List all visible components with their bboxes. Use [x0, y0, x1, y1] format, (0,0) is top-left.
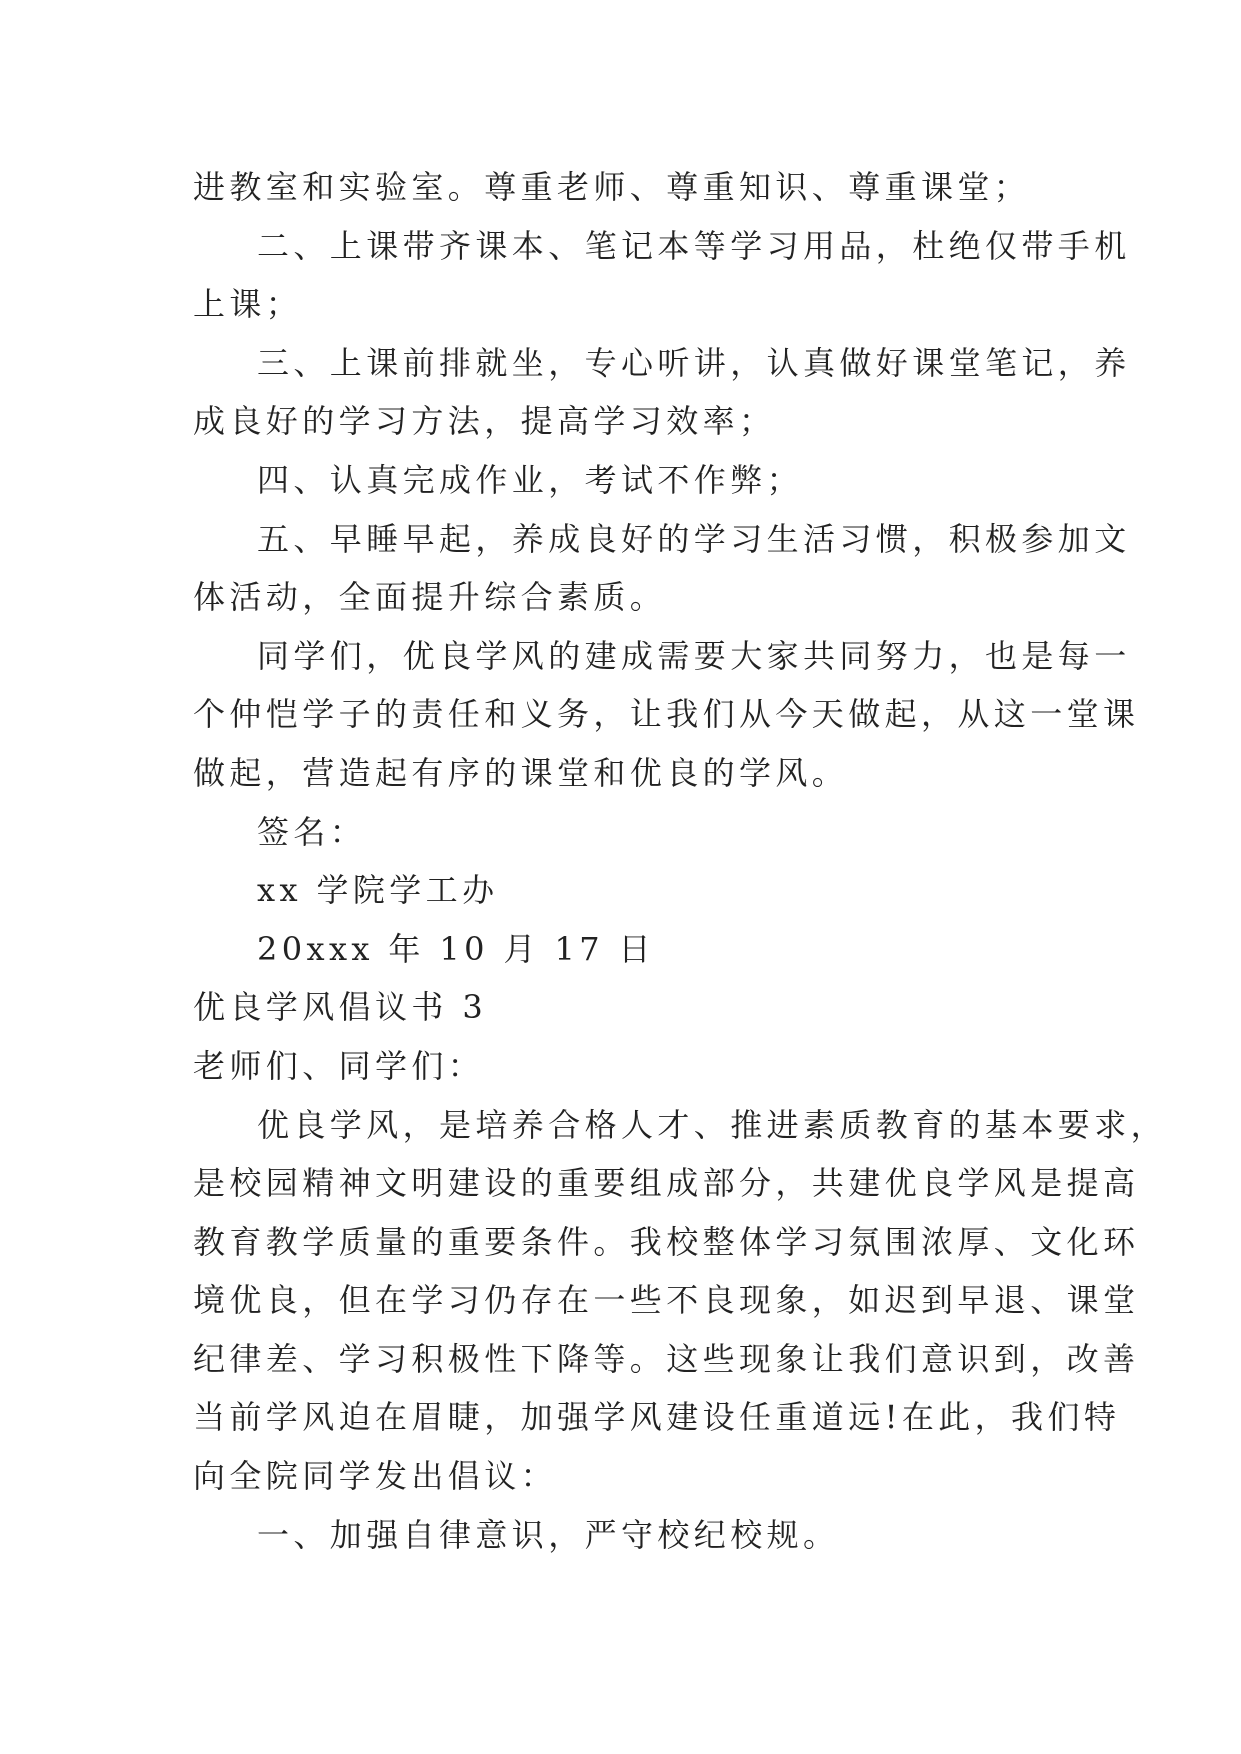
text-line: 纪律差、学习积极性下降等。这些现象让我们意识到，改善 [193, 1339, 1140, 1378]
text-line: 是校园精神文明建设的重要组成部分，共建优良学风是提高 [193, 1164, 1140, 1203]
text-line: 五、早睡早起，养成良好的学习生活习惯，积极参加文 [257, 519, 1131, 558]
text-line: 个仲恺学子的责任和义务，让我们从今天做起，从这一堂课 [193, 695, 1140, 734]
text-line: 体活动，全面提升综合素质。 [193, 578, 667, 617]
text-line: 向全院同学发出倡议： [193, 1457, 558, 1496]
text-line: 一、加强自律意识，严守校纪校规。 [257, 1515, 840, 1554]
text-line: 优良学风倡议书 3 [193, 988, 488, 1027]
text-line: 老师们、同学们： [193, 1046, 485, 1085]
text-line: 当前学风迫在眉睫，加强学风建设任重道远!在此，我们特 [193, 1398, 1121, 1437]
text-line: xx 学院学工办 [257, 871, 499, 910]
text-line: 进教室和实验室。尊重老师、尊重知识、尊重课堂； [193, 168, 1031, 206]
text-line: 做起，营造起有序的课堂和优良的学风。 [193, 753, 849, 792]
text-line: 境优良，但在学习仍存在一些不良现象，如迟到早退、课堂 [193, 1281, 1140, 1320]
text-line: 教育教学质量的重要条件。我校整体学习氛围浓厚、文化环 [193, 1222, 1140, 1261]
text-line: 三、上课前排就坐，专心听讲，认真做好课堂笔记，养 [257, 343, 1131, 382]
text-line: 签名： [257, 812, 367, 851]
text-line: 二、上课带齐课本、笔记本等学习用品，杜绝仅带手机 [257, 226, 1131, 265]
text-line: 上课； [193, 285, 303, 324]
document-body [193, 158, 1168, 1564]
text-line: 20xxx 年 10 月 17 日 [257, 929, 655, 968]
text-line: 四、认真完成作业，考试不作弊； [257, 460, 804, 499]
text-line: 优良学风，是培养合格人才、推进素质教育的基本要求， [257, 1105, 1168, 1144]
text-line: 同学们，优良学风的建成需要大家共同努力，也是每一 [257, 636, 1131, 675]
text-line: 成良好的学习方法，提高学习效率； [193, 402, 776, 441]
